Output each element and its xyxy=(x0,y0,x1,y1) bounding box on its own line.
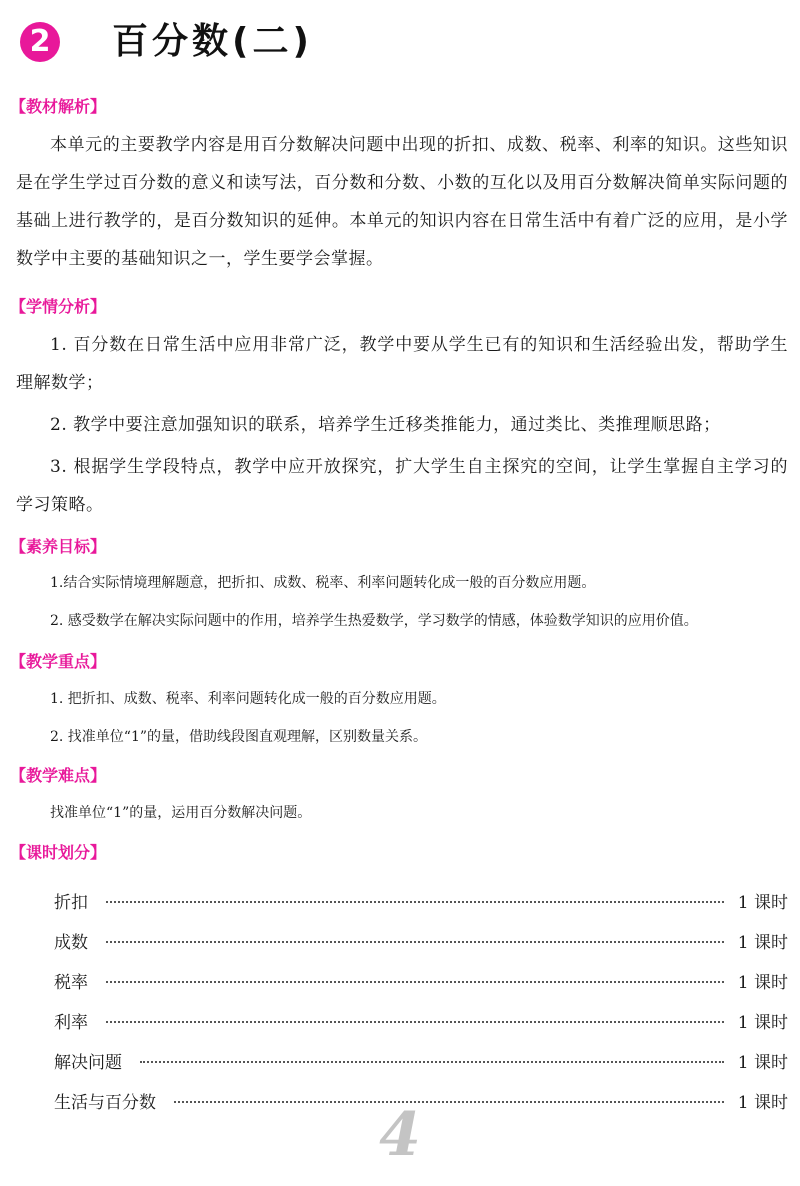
suyang-item: 1.结合实际情境理解题意，把折扣、成数、税率、利率问题转化成一般的百分数应用题。 xyxy=(50,575,596,591)
section-heading-xueqing: 【学情分析】 xyxy=(10,297,107,316)
schedule-hours: 1 课时 xyxy=(737,1012,788,1033)
section-heading-suyang: 【素养目标】 xyxy=(10,537,107,556)
section-heading-nandian: 【教学难点】 xyxy=(10,766,107,785)
chapter-title: 百分数(二) xyxy=(112,21,313,62)
dot-leader xyxy=(140,1061,724,1063)
section-heading-zhongdian: 【教学重点】 xyxy=(10,652,107,671)
section-heading-jiaocai: 【教材解析】 xyxy=(10,97,107,116)
chapter-header xyxy=(0,20,800,68)
schedule-row xyxy=(54,920,788,960)
dot-leader xyxy=(106,901,724,903)
section-heading-keshi: 【课时划分】 xyxy=(10,843,107,862)
page-number: 4 xyxy=(379,1100,421,1170)
schedule-topic: 税率 xyxy=(54,972,88,993)
lesson-schedule xyxy=(54,880,788,1120)
nandian-text: 找准单位“1”的量，运用百分数解决问题。 xyxy=(50,805,312,821)
schedule-row xyxy=(54,880,788,920)
xueqing-item: 1. 百分数在日常生活中应用非常广泛，教学中要从学生已有的知识和生活经验出发，帮助学生理解数学； xyxy=(16,335,788,393)
chapter-number-badge: 2 xyxy=(20,22,60,62)
dot-leader xyxy=(106,941,724,943)
schedule-row xyxy=(54,1000,788,1040)
schedule-topic: 折扣 xyxy=(54,892,88,913)
xueqing-item: 3. 根据学生学段特点，教学中应开放探究，扩大学生自主探究的空间，让学生掌握自主学习的学习策略。 xyxy=(16,457,788,515)
schedule-topic: 解决问题 xyxy=(54,1052,122,1073)
schedule-hours: 1 课时 xyxy=(737,892,788,913)
dot-leader xyxy=(174,1101,724,1103)
schedule-topic: 成数 xyxy=(54,932,88,953)
xueqing-item: 2. 教学中要注意加强知识的联系，培养学生迁移类推能力，通过类比、类推理顺思路； xyxy=(50,415,721,435)
schedule-hours: 1 课时 xyxy=(737,1092,788,1113)
schedule-topic: 利率 xyxy=(54,1012,88,1033)
dot-leader xyxy=(106,981,724,983)
schedule-topic: 生活与百分数 xyxy=(54,1092,156,1113)
schedule-row xyxy=(54,960,788,1000)
section-text-jiaocai: 本单元的主要教学内容是用百分数解决问题中出现的折扣、成数、税率、利率的知识。这些知识是在学生学过百分数的意义和读写法，百分数和分数、小数的互化以及用百分数解决简单实际问题的基础上进行教学的，是百分数知识的延伸。本单元的知识内容在日常生活中有着广泛的应用，是小学数学中主要的基础知识之一，学生要学会掌握。 xyxy=(16,135,788,269)
suyang-item: 2. 感受数学在解决实际问题中的作用，培养学生热爱数学，学习数学的情感，体验数学知识的应用价值。 xyxy=(50,613,698,629)
zhongdian-item: 2. 找准单位“1”的量，借助线段图直观理解，区别数量关系。 xyxy=(50,729,428,745)
zhongdian-item: 1. 把折扣、成数、税率、利率问题转化成一般的百分数应用题。 xyxy=(50,691,446,707)
dot-leader xyxy=(106,1021,724,1023)
schedule-row xyxy=(54,1040,788,1080)
schedule-hours: 1 课时 xyxy=(737,1052,788,1073)
schedule-hours: 1 课时 xyxy=(737,932,788,953)
schedule-hours: 1 课时 xyxy=(737,972,788,993)
